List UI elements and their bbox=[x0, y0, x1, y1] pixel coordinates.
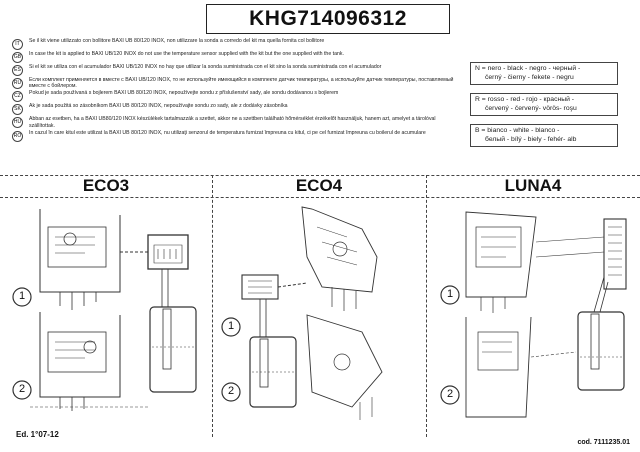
eco4-step-1-label: 1 bbox=[227, 320, 235, 332]
eco3-step-1-label: 1 bbox=[18, 290, 26, 302]
eco4-installation-diagram bbox=[212, 197, 426, 432]
instruction-text: Se il kit viene utilizzato con bollitore BAXI UB 80/120 INOX, non utilizzare la sonda a corredo del kit ma quella fornita col bollitore bbox=[29, 38, 325, 44]
instruction-text: Pokud je sada používaná s bojlerem BAXI UB 80/120 INOX, nepoužívejte sondu z příslušenství sady, ale sondu dodávanou s bojlerem bbox=[29, 90, 339, 97]
legend-white bbox=[470, 124, 618, 147]
instruction-text: Si el kit se utiliza con el acumulador BAXI UB/120 INOX no hay que utilizar la sonda suministrada con el kit sino la sonda suministrada con el acumulador bbox=[29, 64, 382, 70]
instruction-item bbox=[12, 51, 457, 63]
eco3-step-2-label: 2 bbox=[18, 383, 26, 395]
section-title-eco4: ECO4 bbox=[295, 176, 343, 195]
luna4-step-1-label: 1 bbox=[446, 288, 454, 300]
legend-red bbox=[470, 93, 618, 116]
instruction-item bbox=[12, 90, 457, 102]
luna4-step-2-label: 2 bbox=[446, 388, 454, 400]
flag-es-icon: ES bbox=[12, 65, 23, 76]
instruction-text: Ak je sada použitá so zásobníkom BAXI UB 80/120 INOX, nepoužívajte sondu zo sady, ale z dodávky zásobníka bbox=[29, 103, 288, 110]
eco4-step-2-label: 2 bbox=[227, 385, 235, 397]
luna4-installation-diagram bbox=[426, 197, 640, 432]
legend-line: R = rosso - red - rojo - красный - bbox=[475, 96, 575, 103]
instruction-item bbox=[12, 64, 457, 76]
legend-line: B = bianco - white - blanco - bbox=[475, 127, 560, 134]
legend-line: červený - červený- vörös- roşu bbox=[485, 104, 577, 112]
color-legend bbox=[470, 62, 618, 155]
instruction-text: Abban az esetben, ha a BAXI UB80/120 INOX készülékek tartalmazzák a szettet, akkor ne a szettben található hőmérséklet érzékelőt használjuk, hanem azt, amelyet a tárolóval szállítottak. bbox=[29, 116, 436, 129]
instruction-list bbox=[12, 38, 457, 143]
instruction-text: In case the kit is applied to BAXI UB/120 INOX do not use the temperature sensor supplied with the kit but the one supplied with the tank. bbox=[29, 51, 344, 57]
section-title-eco3: ECO3 bbox=[82, 176, 130, 195]
flag-ro-icon: RO bbox=[12, 131, 23, 142]
instruction-item bbox=[12, 38, 457, 50]
document-title-box bbox=[206, 4, 450, 34]
legend-black bbox=[470, 62, 618, 85]
instruction-item bbox=[12, 77, 457, 89]
flag-it-icon: IT bbox=[12, 39, 23, 50]
instruction-text: Если комплект применяется в вместе с BAXI UB/120 INOX, то не используйте имеющийся в комплекте датчик температуры, а используйте датчик температуры, поставляемый вместе с бойлером. bbox=[29, 77, 454, 90]
eco3-installation-diagram bbox=[0, 197, 212, 432]
flag-hu-icon: HU bbox=[12, 117, 23, 128]
instruction-item bbox=[12, 130, 457, 142]
edition-label: Ed. 1°07-12 bbox=[16, 430, 59, 439]
section-title-luna4: LUNA4 bbox=[504, 176, 562, 195]
flag-cz-icon: CZ bbox=[12, 91, 23, 102]
instruction-item bbox=[12, 103, 457, 115]
legend-line: N = nero - black - negro - черный - bbox=[475, 65, 581, 72]
legend-line: černý - čierny - fekete - negru bbox=[485, 73, 574, 81]
flag-ru-icon: RU bbox=[12, 78, 23, 89]
flag-sk-icon: SK bbox=[12, 104, 23, 115]
instruction-text: In cazul în care kitul este utilizat la BAXI UB 80/120 INOX, nu utilizaţi senzorul de temperatura furnizat împreuna cu kitul, ci pe cel furnizat împreuna cu boilerul de acumulare bbox=[29, 129, 426, 136]
instruction-item bbox=[12, 116, 457, 128]
document-title: KHG714096312 bbox=[249, 7, 407, 30]
document-code: cod. 7111235.01 bbox=[577, 439, 630, 446]
flag-gb-icon: GB bbox=[12, 52, 23, 63]
legend-line: белый - bílý - biely - fehér- alb bbox=[485, 135, 577, 143]
